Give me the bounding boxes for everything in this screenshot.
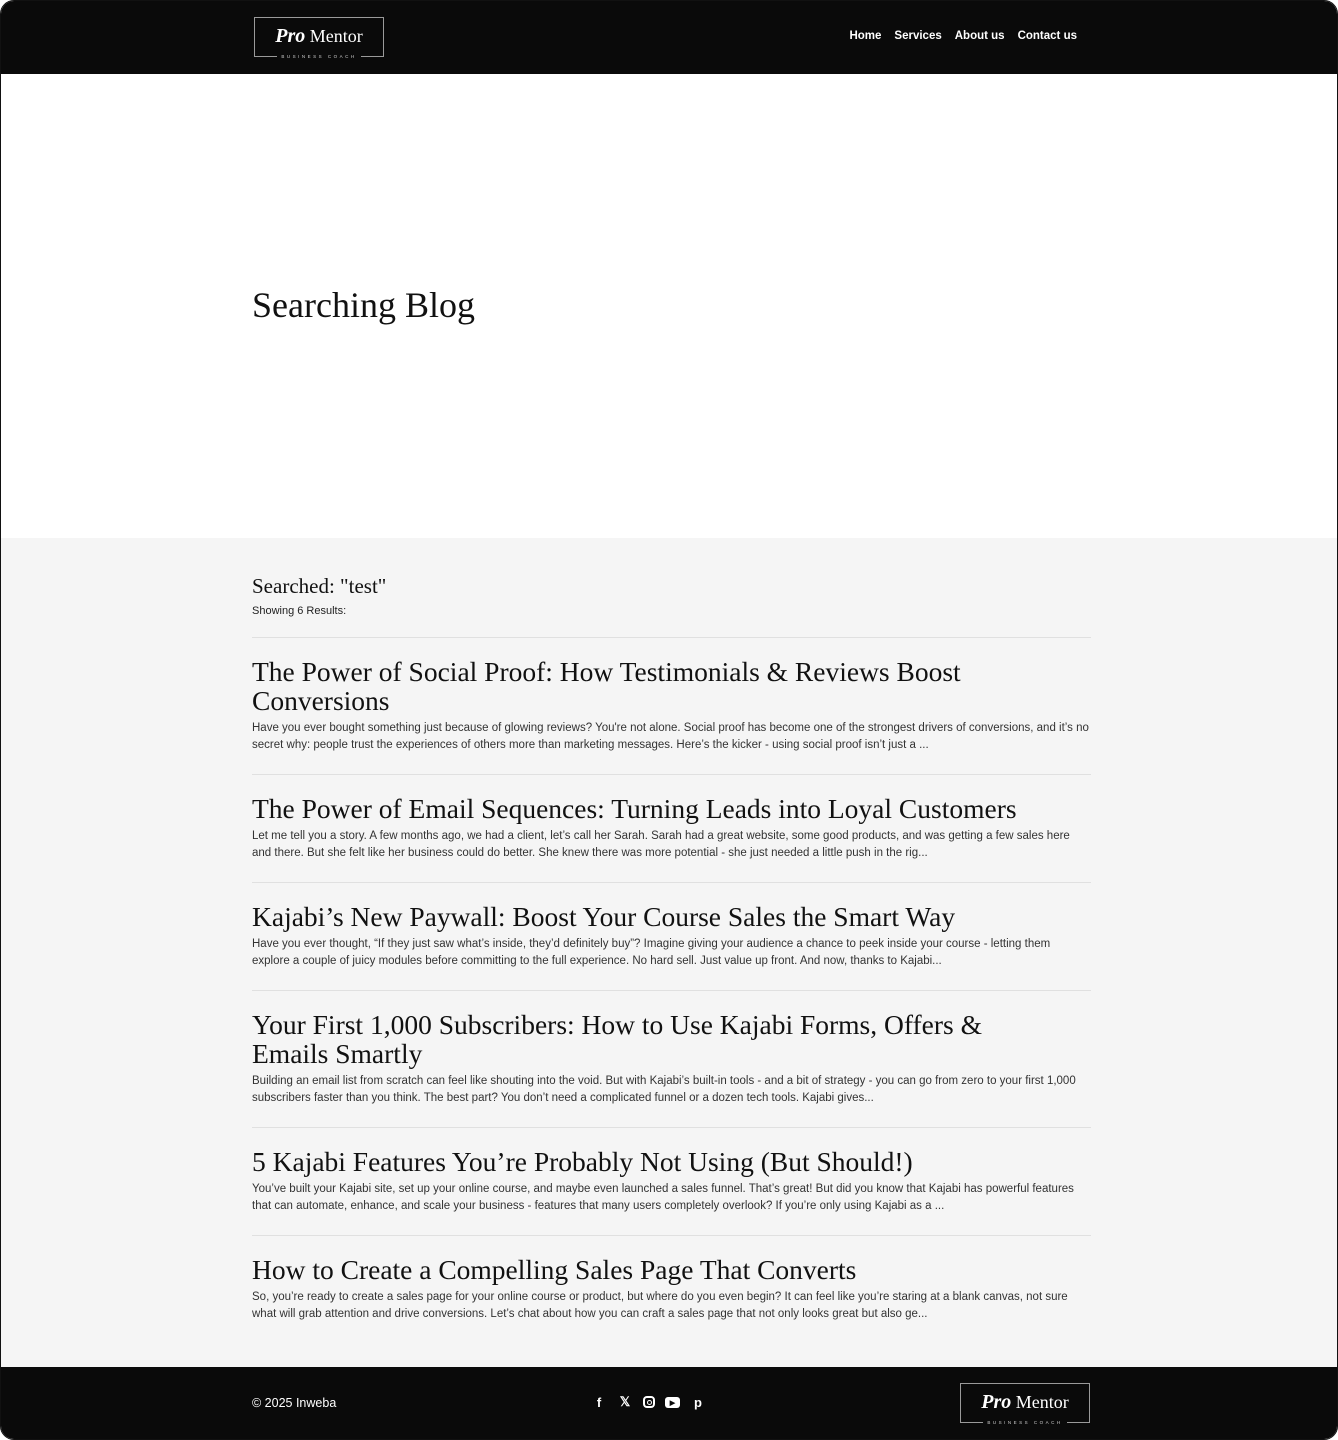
youtube-icon[interactable]: ▶ [665, 1397, 680, 1408]
result-title[interactable]: 5 Kajabi Features You’re Probably Not Using (But Should!) [252, 1146, 913, 1177]
logo-mentor: Mentor [309, 26, 363, 46]
result-item[interactable] [252, 637, 1091, 774]
result-excerpt: Have you ever thought, “If they just saw what’s inside, they’d definitely buy”? Imagine giving your audience a chance to peek inside your course - letting them explore a couple of juicy modules before committing to the full experience. No hard sell. Just value up front. And now, thanks to Kajabi... [252, 938, 1051, 967]
facebook-icon[interactable]: f [596, 1394, 602, 1410]
result-title[interactable]: The Power of Email Sequences: Turning Leads into Loyal Customers [252, 793, 1017, 824]
result-title[interactable]: Your First 1,000 Subscribers: How to Use Kajabi Forms, Offers & Emails Smartly [252, 1009, 983, 1069]
logo-tagline: BUSINESS COACH [277, 54, 361, 59]
result-excerpt: Let me tell you a story. A few months ago, we had a client, let’s call her Sarah. Sarah had a great website, some good products, and was getting a few sales here and there. But she felt like her business could do better. She knew there was more potential - she just needed a little push in the rig... [252, 830, 1070, 859]
result-item[interactable] [252, 1235, 1091, 1343]
copyright: © 2025 Inweba [252, 1396, 337, 1410]
site-header [1, 1, 1337, 74]
results-count: Showing 6 Results: [252, 605, 347, 617]
result-title[interactable]: How to Create a Compelling Sales Page That Converts [252, 1254, 857, 1285]
result-item[interactable] [252, 774, 1091, 882]
nav-home[interactable]: Home [849, 30, 882, 42]
hero [1, 74, 1337, 538]
site-footer [1, 1367, 1337, 1440]
page-title: Searching Blog [252, 285, 475, 325]
x-icon[interactable]: 𝕏 [619, 1394, 631, 1409]
social-links [591, 1394, 706, 1410]
result-excerpt: Building an email list from scratch can feel like shouting into the void. But with Kajabi’s built-in tools - and a bit of strategy - you can go from zero to your first 1,000 subscribers faster than you think. The best part? You don’t need a complicated funnel or a dozen tech tools. Kajabi gives... [252, 1075, 1076, 1104]
logo-pro: Pro [275, 25, 306, 47]
logo-pro: Pro [981, 1391, 1012, 1413]
result-item[interactable] [252, 1127, 1091, 1235]
nav-about[interactable]: About us [954, 30, 1005, 42]
results-list [252, 637, 1091, 1343]
result-title[interactable]: The Power of Social Proof: How Testimonials & Reviews Boost Conversions [252, 656, 961, 716]
logo[interactable] [254, 17, 384, 57]
footer-logo[interactable] [960, 1383, 1090, 1423]
result-item[interactable] [252, 882, 1091, 990]
pinterest-icon[interactable]: p [694, 1394, 702, 1410]
search-results [1, 538, 1337, 1367]
nav-contact[interactable]: Contact us [1017, 30, 1077, 42]
result-excerpt: Have you ever bought something just because of glowing reviews? You're not alone. Social proof has become one of the strongest drivers of conversions, and it’s no secret why: people trust the experiences of others more than marketing messages. Here’s the kicker - using social proof isn’t just a ... [252, 722, 1089, 751]
nav-services[interactable]: Services [894, 30, 942, 42]
result-title[interactable]: Kajabi’s New Paywall: Boost Your Course Sales the Smart Way [252, 901, 956, 932]
search-query: Searched: "test" [252, 574, 387, 598]
logo-tagline: BUSINESS COACH [983, 1420, 1067, 1425]
main-nav [849, 30, 1077, 42]
result-excerpt: You’ve built your Kajabi site, set up your online course, and maybe even launched a sales funnel. That’s great! But did you know that Kajabi has powerful features that can automate, enhance, and scale your business - features that many users completely overlook? If you’re only using Kajabi as a ... [252, 1183, 1074, 1212]
instagram-icon[interactable] [643, 1396, 655, 1408]
logo-mentor: Mentor [1015, 1392, 1069, 1412]
result-item[interactable] [252, 990, 1091, 1127]
result-excerpt: So, you’re ready to create a sales page for your online course or product, but where do you even begin? It can feel like you’re staring at a blank canvas, not sure what will grab attention and drive conversions. Let’s chat about how you can craft a sales page that not only looks great but also ge... [252, 1291, 1068, 1320]
